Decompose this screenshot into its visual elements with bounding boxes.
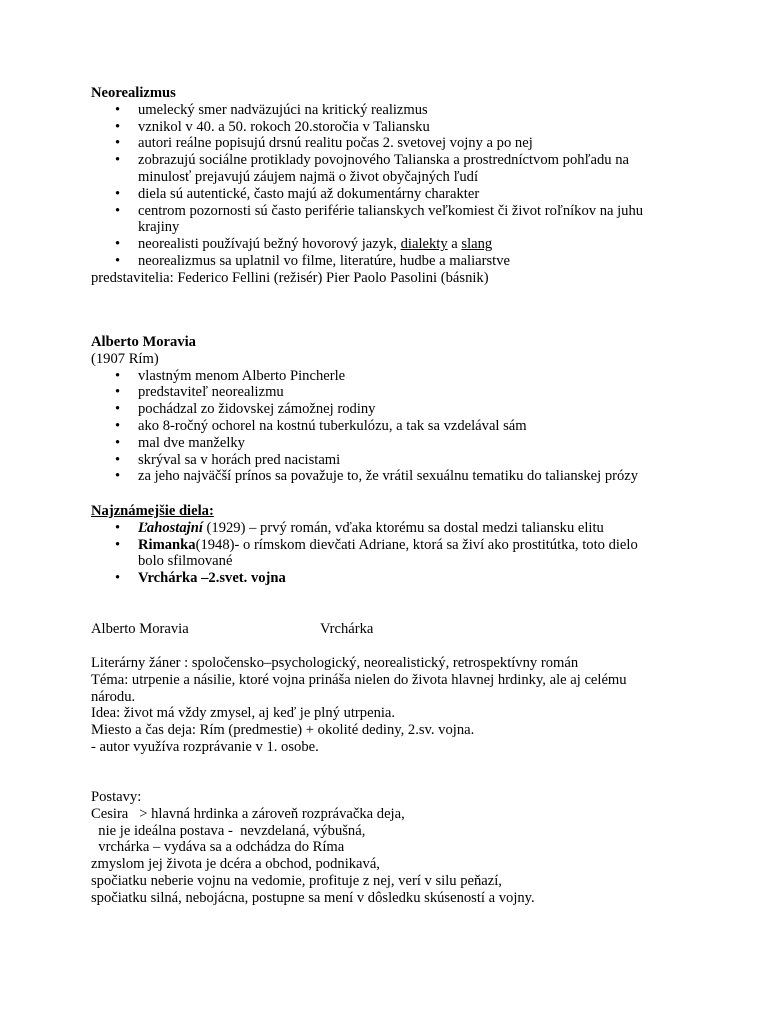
bullet-icon: • — [115, 152, 121, 169]
analysis-genre: Literárny žáner : spoločensko–psychologický, neorealistický, retrospektívny román — [91, 655, 579, 671]
analysis-setting: Miesto a čas deja: Rím (predmestie) + okolité dediny, 2.sv. vojna. — [91, 722, 475, 739]
character-line: nie je ideálna postava - nevzdelaná, výbušná, — [91, 822, 366, 839]
characters-section — [91, 789, 691, 907]
bullet-icon: • — [115, 367, 121, 384]
work-title: Rimanka — [138, 536, 196, 553]
bullet-icon: • — [115, 519, 121, 536]
list-item: • predstaviteľ neorealizmu — [115, 384, 284, 401]
analysis-section — [91, 655, 691, 756]
bullet-icon: • — [115, 434, 121, 451]
list-item: • mal dve manželky — [115, 434, 245, 451]
bullet-icon: • — [115, 135, 121, 152]
list-item: • vlastným menom Alberto Pincherle — [115, 367, 346, 384]
bullet-icon: • — [115, 236, 121, 253]
list-item: • neorealizmus sa uplatnil vo filme, literatúre, hudbe a maliarstve — [115, 252, 511, 269]
characters-heading: Postavy: — [91, 789, 142, 805]
list-item: • autori reálne popisujú drsnú realitu počas 2. svetovej vojny a po nej — [115, 135, 533, 152]
bullet-icon: • — [115, 118, 121, 135]
list-item: • vznikol v 40. a 50. rokoch 20.storočia v Taliansku — [115, 118, 430, 135]
list-item: • umelecký smer nadväzujúci na kritický realizmus — [115, 101, 428, 118]
character-line: zmyslom jej života je dcéra a obchod, podnikavá, — [91, 856, 380, 873]
neorealizmus-section — [91, 85, 691, 287]
moravia-heading: Alberto Moravia — [91, 334, 196, 350]
character-line: spočiatku silná, nebojácna, postupne sa mení v dôsledku skúseností a vojny. — [91, 889, 535, 906]
bullet-icon: • — [115, 384, 121, 401]
works-list — [91, 520, 691, 587]
works-heading: Najznámejšie diela: — [91, 503, 214, 519]
list-item: • skrýval sa v horách pred nacistami — [115, 451, 341, 468]
bullet-icon: • — [115, 536, 121, 553]
moravia-section — [91, 334, 691, 485]
analysis-theme-cont: národu. — [91, 688, 136, 705]
list-item — [91, 570, 691, 587]
bullet-icon: • — [115, 202, 121, 219]
list-item: • za jeho najväčší prínos sa považuje to, že vrátil sexuálnu tematiku do talianskej prózy — [115, 468, 639, 485]
work-title: Vrchárka –2.svet. vojna — [138, 570, 286, 587]
character-line: Cesira > hlavná hrdinka a zároveň rozprávačka deja, — [91, 805, 405, 822]
analysis-title: Vrchárka — [320, 621, 374, 637]
neorealizmus-heading: Neorealizmus — [91, 85, 176, 101]
character-line: spočiatku neberie vojnu na vedomie, profituje z nej, verí v silu peňazí, — [91, 872, 502, 889]
list-item: • zobrazujú sociálne protiklady povojnového Talianska a prostredníctvom pohľadu na minulosť prejavujú záujem najmä o život obyčajných ľudí — [115, 152, 629, 185]
dialekty-link[interactable]: dialekty — [400, 236, 448, 253]
list-item: • centrom pozornosti sú často periférie talianskych veľkomiest či život roľníkov na juhu krajiny — [115, 202, 644, 236]
representatives-line: predstavitelia: Federico Fellini (režisér) Pier Paolo Pasolini (básnik) — [91, 269, 489, 286]
bullet-icon: • — [115, 417, 121, 434]
moravia-birth: (1907 Rím) — [91, 350, 159, 367]
works-section — [91, 503, 691, 587]
bullet-icon: • — [115, 570, 121, 587]
analysis-narration: - autor využíva rozprávanie v 1. osobe. — [91, 738, 319, 755]
neorealizmus-list — [91, 102, 691, 270]
list-item: • neorealisti používajú bežný hovorový jazyk, dialekty a slang — [115, 236, 493, 253]
analysis-idea: Idea: život má vždy zmysel, aj keď je plný utrpenia. — [91, 705, 396, 722]
bullet-icon: • — [115, 101, 121, 118]
analysis-header — [91, 621, 691, 638]
bullet-icon: • — [115, 451, 121, 468]
list-item: • Ľahostajní (1929) – prvý román, vďaka ktorému sa dostal medzi taliansku elitu — [115, 519, 604, 536]
work-title: Ľahostajní — [138, 519, 203, 536]
list-item: • Rimanka(1948)- o rímskom dievčati Adriane, ktorá sa živí ako prostitútka, toto dielo bolo sfilmované — [115, 536, 638, 570]
list-item: • ako 8-ročný ochorel na kostnú tuberkulózu, a tak sa vzdelával sám — [115, 417, 527, 434]
moravia-list — [91, 368, 691, 486]
list-item: • diela sú autentické, často majú až dokumentárny charakter — [115, 185, 480, 202]
list-item: • pochádzal zo židovskej zámožnej rodiny — [115, 401, 376, 418]
analysis-theme: Téma: utrpenie a násilie, ktoré vojna prináša nielen do života hlavnej hrdinky, ale aj celému — [91, 671, 627, 688]
bullet-icon: • — [115, 252, 121, 269]
character-line: vrchárka – vydáva sa a odchádza do Ríma — [91, 839, 345, 856]
bullet-icon: • — [115, 401, 121, 418]
analysis-author: Alberto Moravia Vrchárka — [91, 621, 374, 637]
bullet-icon: • — [115, 185, 121, 202]
bullet-icon: • — [115, 468, 121, 485]
slang-link[interactable]: slang — [461, 236, 493, 253]
